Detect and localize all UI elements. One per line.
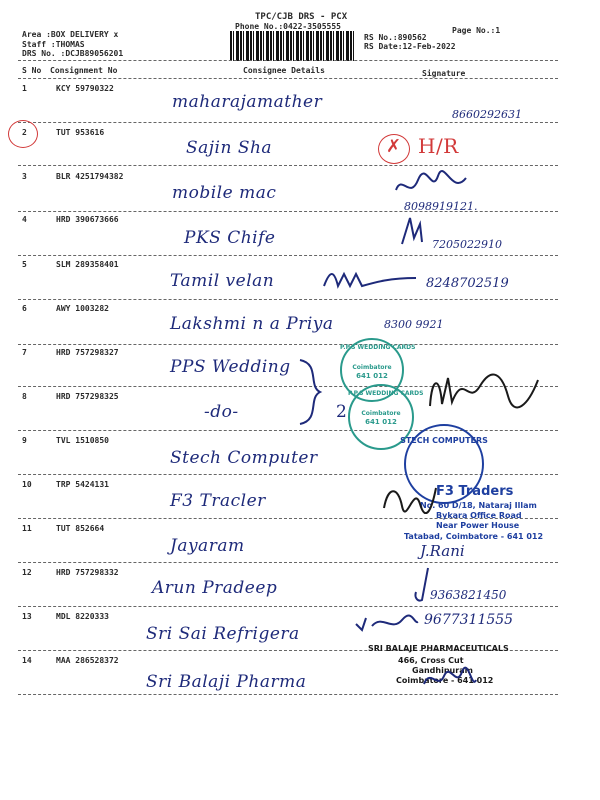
row-consignment: AWY 1003282: [56, 304, 109, 313]
column-signature: Signature: [422, 69, 466, 78]
row-consignment: TUT 953616: [56, 128, 105, 137]
barcode: [230, 31, 356, 61]
signature-scribble: [320, 264, 420, 294]
row-signature: 9677311555: [424, 612, 514, 628]
signature-scribble: [420, 664, 480, 694]
column-consignee: Consignee Details: [243, 66, 325, 75]
row-signature: H/R: [418, 134, 459, 158]
page-number: Page No.:1: [452, 26, 501, 35]
row-consignee: Sri Balaji Pharma: [146, 672, 307, 692]
row-divider: [18, 165, 558, 166]
row-sno: 5: [22, 260, 27, 269]
row-consignment: HRD 757298325: [56, 392, 119, 401]
header-divider-top: [18, 60, 558, 61]
row-consignment: BLR 4251794382: [56, 172, 124, 181]
phone-number: Phone No.:0422-3505555: [235, 22, 341, 31]
row-sno: 14: [22, 656, 32, 665]
row-sno: 12: [22, 568, 32, 577]
row-divider: [18, 255, 558, 256]
row-consignee: Tamil velan: [170, 271, 275, 291]
row-consignee: maharajamather: [172, 92, 323, 112]
row-consignee: Stech Computer: [170, 448, 318, 468]
row-signature: 8098919121.: [404, 200, 478, 213]
row-signature: 8660292631: [452, 108, 522, 121]
bracket-count: 2: [336, 402, 348, 422]
signature-scribble: [380, 478, 440, 514]
row-sno: 8: [22, 392, 27, 401]
row-consignee: Lakshmi n a Priya: [170, 314, 334, 334]
row-divider: [18, 299, 558, 300]
row-divider: [18, 430, 558, 431]
row-divider: [18, 122, 558, 123]
row-consignee: -do-: [204, 402, 239, 422]
row-divider: [18, 694, 558, 695]
rs-number: RS No.:890562: [364, 33, 427, 42]
row-consignment: HRD 757298332: [56, 568, 119, 577]
row-divider: [18, 606, 558, 607]
row-consignment: SLM 289358401: [56, 260, 119, 269]
row-sno: 4: [22, 215, 27, 224]
row-sno: 11: [22, 524, 32, 533]
signature-scribble: [352, 610, 422, 636]
row-consignment: MDL 8220333: [56, 612, 109, 621]
row-divider: [18, 562, 558, 563]
drs-number: DRS No. :DCJB89056201: [22, 49, 124, 58]
signature-scribble: [392, 170, 472, 200]
delivery-run-sheet: TPC/CJB DRS - PCX Phone No.:0422-3505555 Page No.:1 Area :BOX DELIVERY x Staff :THOMAS DRS No. :DCJB89056201 RS No.:890562 RS Date:12-Feb-2022 S No Consignment No Consignee Details Signature 1 KCY 59790322 maharajamather 8660292631 2 TUT 953616 Sajin Sha ✗ H/R 3 BLR 4251794382 mobile mac 8098919121. 4 HRD 390673666 PKS Chife 7205022910 5 SLM 289358401 Tamil velan 8248702519 6 AWY 1003282 Lakshmi n a Priya 8300 9921 7 HRD 757298327 PPS Wedding 8 HRD 757298325 -do- 2 P.P.S WEDDING CARDS Coimbatore 641 012 P.P.S WEDDING CARDS Coimbatore 641 012 9 TVL 1510850 Stech Computer STECH COMPUTERS 10 TRP 5424131 F3 Tracler F3 Traders No. 60 D/18, Nataraj Illam Bykara Office Road Near Power House Tatabad, Coimbatore - 641 012 11 TUT 852664 Jayaram J.Rani 12 HRD 757298332 Arun Pradeep 9363821450 13 MDL 8220333 Sri Sai Refrigera 9677311555 SRI BALAJE PHARMACEUTICALS 466, Cross Cut Gandhipuram Coimbatore - 641 012 14 MAA 286528372 Sri Balaji Pharma: [0, 0, 600, 800]
signature-scribble: [396, 214, 426, 248]
row-consignment: KCY 59790322: [56, 84, 114, 93]
stech-stamp: STECH COMPUTERS: [404, 424, 484, 504]
column-sno: S No: [22, 66, 42, 75]
row-consignee: mobile mac: [172, 183, 277, 203]
row-signature: 7205022910: [432, 238, 502, 251]
row-consignment: TRP 5424131: [56, 480, 109, 489]
row-consignee: F3 Tracler: [170, 491, 266, 511]
row-consignment: HRD 390673666: [56, 215, 119, 224]
signature-scribble: [424, 366, 544, 416]
row-consignment: TUT 852664: [56, 524, 105, 533]
staff-field: Staff :THOMAS: [22, 40, 85, 49]
row-consignee: Sri Sai Refrigera: [146, 624, 300, 644]
area-field: Area :BOX DELIVERY x: [22, 30, 119, 39]
row-consignee: Arun Pradeep: [152, 578, 278, 598]
row-signature: 9363821450: [430, 588, 507, 602]
row-divider: [18, 344, 558, 345]
row-sno: 13: [22, 612, 32, 621]
pps-stamp-top: P.P.S WEDDING CARDS Coimbatore 641 012: [340, 338, 404, 402]
row-sno: 6: [22, 304, 27, 313]
row-consignment: TVL 1510850: [56, 436, 109, 445]
row-sno: 3: [22, 172, 27, 181]
row-sno: 2: [22, 128, 27, 137]
rs-date: RS Date:12-Feb-2022: [364, 42, 456, 51]
row-signature: 8300 9921: [384, 318, 444, 331]
cross-icon: ✗: [386, 136, 402, 157]
row-consignee: PPS Wedding: [170, 357, 291, 377]
row-consignee: PKS Chife: [184, 228, 276, 248]
row-divider: [18, 211, 558, 212]
header-divider-bottom: [18, 78, 558, 79]
row-sno: 9: [22, 436, 27, 445]
row-consignment: MAA 286528372: [56, 656, 119, 665]
row-consignee: Sajin Sha: [186, 138, 273, 158]
row-signature: 8248702519: [426, 276, 509, 291]
pps-stamp-bottom: P.P.S WEDDING CARDS Coimbatore 641 012: [348, 384, 414, 450]
column-consignment: Consignment No: [50, 66, 118, 75]
row-signature: J.Rani: [420, 542, 465, 560]
row-consignment: HRD 757298327: [56, 348, 119, 357]
row-sno: 7: [22, 348, 27, 357]
row-sno: 10: [22, 480, 32, 489]
sheet-title: TPC/CJB DRS - PCX: [255, 12, 348, 22]
row-sno: 1: [22, 84, 27, 93]
row-consignee: Jayaram: [170, 536, 245, 556]
